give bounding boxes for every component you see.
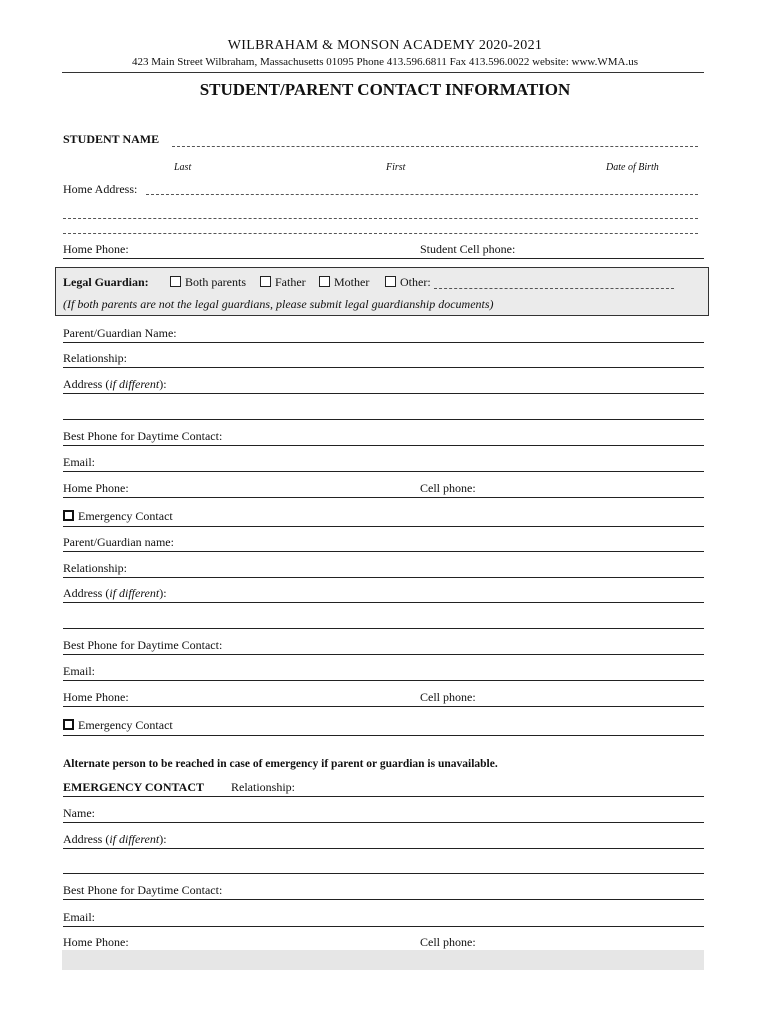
parent2-address-label: Address (if different): bbox=[63, 586, 167, 600]
home-address-line-3[interactable] bbox=[63, 233, 698, 234]
parent2-home-phone-label: Home Phone: bbox=[63, 690, 129, 704]
alternate-daytime-label: Best Phone for Daytime Contact: bbox=[63, 883, 223, 897]
parent2-phone-field[interactable] bbox=[63, 706, 704, 707]
checkbox-icon[interactable] bbox=[63, 510, 74, 521]
alternate-address-label: Address (if different): bbox=[63, 832, 167, 846]
parent2-email-label: Email: bbox=[63, 664, 95, 678]
parent1-email-field[interactable] bbox=[63, 471, 704, 472]
checkbox-icon[interactable] bbox=[260, 276, 271, 287]
checkbox-icon[interactable] bbox=[385, 276, 396, 287]
parent2-cell-phone-label: Cell phone: bbox=[420, 690, 476, 704]
first-name-caption: First bbox=[386, 162, 406, 173]
option-mother[interactable]: Mother bbox=[319, 275, 369, 290]
parent1-home-phone-label: Home Phone: bbox=[63, 481, 129, 495]
school-name: WILBRAHAM & MONSON ACADEMY 2020-2021 bbox=[227, 38, 543, 53]
student-name-field[interactable] bbox=[172, 146, 698, 147]
parent1-address-field[interactable] bbox=[63, 393, 704, 394]
alternate-address-line-2[interactable] bbox=[63, 873, 704, 874]
parent2-relationship-label: Relationship: bbox=[63, 561, 127, 575]
alternate-name-field[interactable] bbox=[63, 822, 704, 823]
alternate-cell-phone-label: Cell phone: bbox=[420, 935, 476, 949]
parent1-email-label: Email: bbox=[63, 455, 95, 469]
alternate-daytime-field[interactable] bbox=[63, 899, 704, 900]
parent2-address-line-2[interactable] bbox=[63, 628, 704, 629]
emergency-contact-heading: EMERGENCY CONTACT bbox=[63, 780, 205, 794]
alternate-email-field[interactable] bbox=[63, 926, 704, 927]
parent1-name-field[interactable] bbox=[63, 342, 704, 343]
parent2-daytime-field[interactable] bbox=[63, 654, 704, 655]
home-address-label: Home Address: bbox=[63, 182, 138, 196]
checkbox-icon[interactable] bbox=[63, 719, 74, 730]
alternate-email-label: Email: bbox=[63, 910, 95, 924]
parent2-relationship-field[interactable] bbox=[63, 577, 704, 578]
parent1-name-label: Parent/Guardian Name: bbox=[63, 326, 177, 340]
form-title: STUDENT/PARENT CONTACT INFORMATION bbox=[199, 80, 571, 99]
alternate-intro: Alternate person to be reached in case of emergency if parent or guardian is unavailable. bbox=[63, 758, 498, 770]
parent2-email-field[interactable] bbox=[63, 680, 704, 681]
student-cell-phone-label: Student Cell phone: bbox=[420, 242, 516, 256]
checkbox-icon[interactable] bbox=[319, 276, 330, 287]
header-divider bbox=[62, 72, 704, 73]
parent2-daytime-label: Best Phone for Daytime Contact: bbox=[63, 638, 223, 652]
parent1-address-label: Address (if different): bbox=[63, 377, 167, 391]
parent2-emergency-option[interactable]: Emergency Contact bbox=[63, 718, 173, 733]
student-home-phone-label: Home Phone: bbox=[63, 242, 129, 256]
parent2-address-field[interactable] bbox=[63, 602, 704, 603]
home-address-line-2[interactable] bbox=[63, 218, 698, 219]
home-phone-field[interactable] bbox=[63, 258, 704, 259]
school-contact-line: 423 Main Street Wilbraham, Massachusetts 01095 Phone 413.596.6811 Fax 413.596.0022 website: www.WMA.us bbox=[131, 56, 639, 68]
section-divider bbox=[63, 526, 704, 527]
section-divider bbox=[63, 735, 704, 736]
parent1-cell-phone-label: Cell phone: bbox=[420, 481, 476, 495]
parent1-relationship-field[interactable] bbox=[63, 367, 704, 368]
alternate-home-phone-label: Home Phone: bbox=[63, 935, 129, 949]
alternate-relationship-label: Relationship: bbox=[231, 780, 295, 794]
dob-caption: Date of Birth bbox=[606, 162, 659, 173]
parent1-daytime-field[interactable] bbox=[63, 445, 704, 446]
alternate-relationship-field[interactable] bbox=[63, 796, 704, 797]
home-address-field[interactable] bbox=[146, 194, 698, 195]
legal-guardian-label: Legal Guardian: bbox=[63, 275, 149, 289]
parent1-address-line-2[interactable] bbox=[63, 419, 704, 420]
parent1-emergency-option[interactable]: Emergency Contact bbox=[63, 509, 173, 524]
alternate-name-label: Name: bbox=[63, 806, 95, 820]
parent2-name-label: Parent/Guardian name: bbox=[63, 535, 174, 549]
last-name-caption: Last bbox=[174, 162, 192, 173]
student-name-label: STUDENT NAME bbox=[63, 132, 160, 146]
parent2-name-field[interactable] bbox=[63, 551, 704, 552]
parent1-phone-field[interactable] bbox=[63, 497, 704, 498]
option-father[interactable]: Father bbox=[260, 275, 306, 290]
option-other[interactable]: Other: bbox=[385, 275, 431, 290]
guardian-note: (If both parents are not the legal guardians, please submit legal guardianship documents) bbox=[63, 297, 494, 311]
alternate-phone-field[interactable] bbox=[62, 950, 704, 970]
other-guardian-field[interactable] bbox=[434, 288, 674, 289]
parent1-daytime-label: Best Phone for Daytime Contact: bbox=[63, 429, 223, 443]
parent1-relationship-label: Relationship: bbox=[63, 351, 127, 365]
checkbox-icon[interactable] bbox=[170, 276, 181, 287]
alternate-address-field[interactable] bbox=[63, 848, 704, 849]
option-both-parents[interactable]: Both parents bbox=[170, 275, 246, 290]
